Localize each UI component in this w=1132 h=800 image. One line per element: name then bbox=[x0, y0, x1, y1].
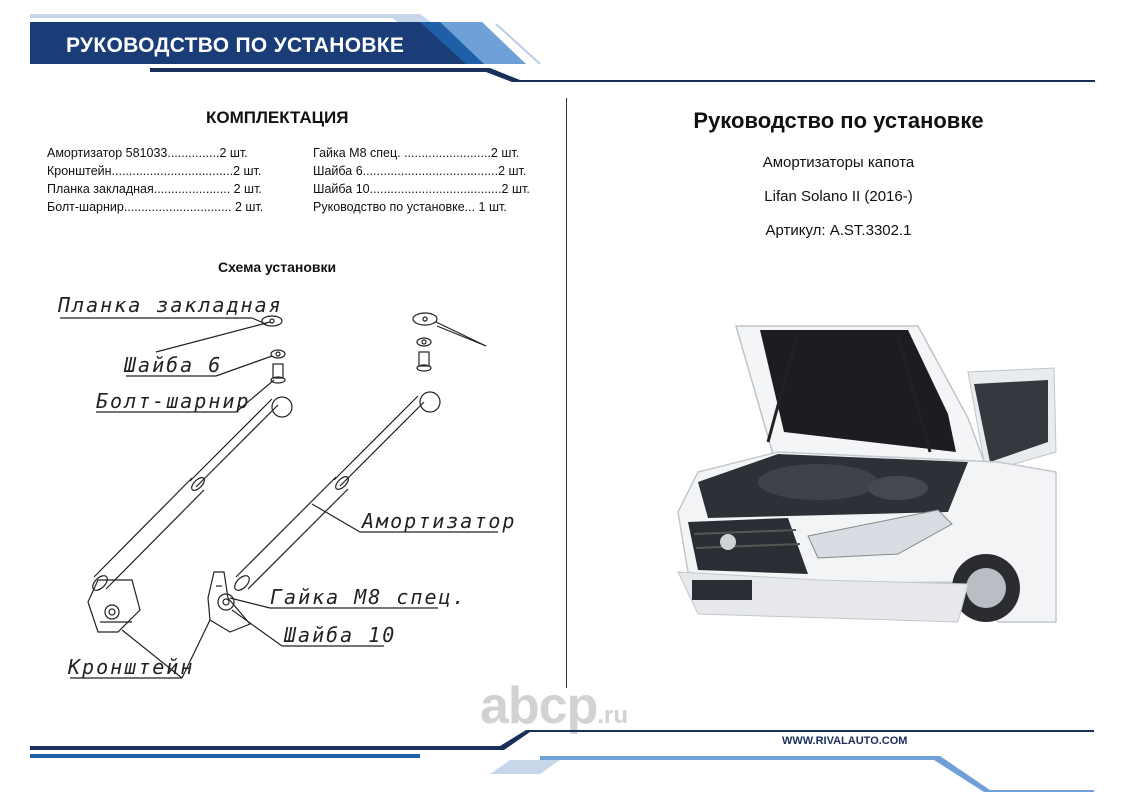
label-strut: Амортизатор bbox=[362, 509, 517, 533]
kit-item: Кронштейн...................................2 шт. bbox=[47, 164, 262, 178]
column-divider bbox=[566, 98, 567, 688]
label-plate: Планка закладная bbox=[58, 293, 283, 317]
watermark-suffix: .ru bbox=[597, 702, 629, 729]
label-bolt: Болт-шарнир bbox=[96, 389, 251, 413]
footer-url[interactable]: WWW.RIVALAUTO.COM bbox=[782, 735, 908, 747]
label-nut: Гайка М8 спец. bbox=[270, 585, 467, 609]
right-gas-strut bbox=[232, 392, 440, 593]
kit-item: Шайба 6.......................................2 шт. bbox=[313, 164, 527, 178]
product-article: Артикул: A.ST.3302.1 bbox=[765, 222, 912, 239]
header-title: РУКОВОДСТВО ПО УСТАНОВКЕ bbox=[66, 34, 405, 57]
watermark-main: abcp bbox=[480, 677, 598, 735]
kit-item: Амортизатор 581033...............2 шт. bbox=[47, 146, 248, 160]
kit-item: Шайба 10......................................2 шт. bbox=[313, 182, 530, 196]
kit-item: Руководство по установке... 1 шт. bbox=[313, 200, 507, 214]
product-title: Руководство по установке bbox=[693, 108, 984, 133]
left-gas-strut bbox=[90, 397, 292, 593]
kit-item: Болт-шарнир............................... 2 шт. bbox=[47, 200, 264, 214]
label-washer10: Шайба 10 bbox=[284, 623, 397, 647]
kit-item: Планка закладная...................... 2 шт. bbox=[47, 182, 262, 196]
scheme-title: Схема установки bbox=[218, 259, 337, 275]
kit-title: КОМПЛЕКТАЦИЯ bbox=[206, 108, 349, 127]
kit-item: Гайка М8 спец. .........................2 шт. bbox=[313, 146, 520, 160]
product-model: Lifan Solano II (2016-) bbox=[764, 188, 913, 205]
product-subtitle: Амортизаторы капота bbox=[762, 154, 915, 171]
installation-scheme bbox=[40, 280, 560, 690]
label-bracket: Кронштейн bbox=[68, 655, 195, 679]
left-bracket bbox=[88, 580, 140, 632]
footer-stripes bbox=[0, 720, 1132, 800]
right-hardware bbox=[413, 313, 486, 371]
car-photo bbox=[668, 322, 1060, 628]
label-washer6: Шайба 6 bbox=[124, 353, 223, 377]
